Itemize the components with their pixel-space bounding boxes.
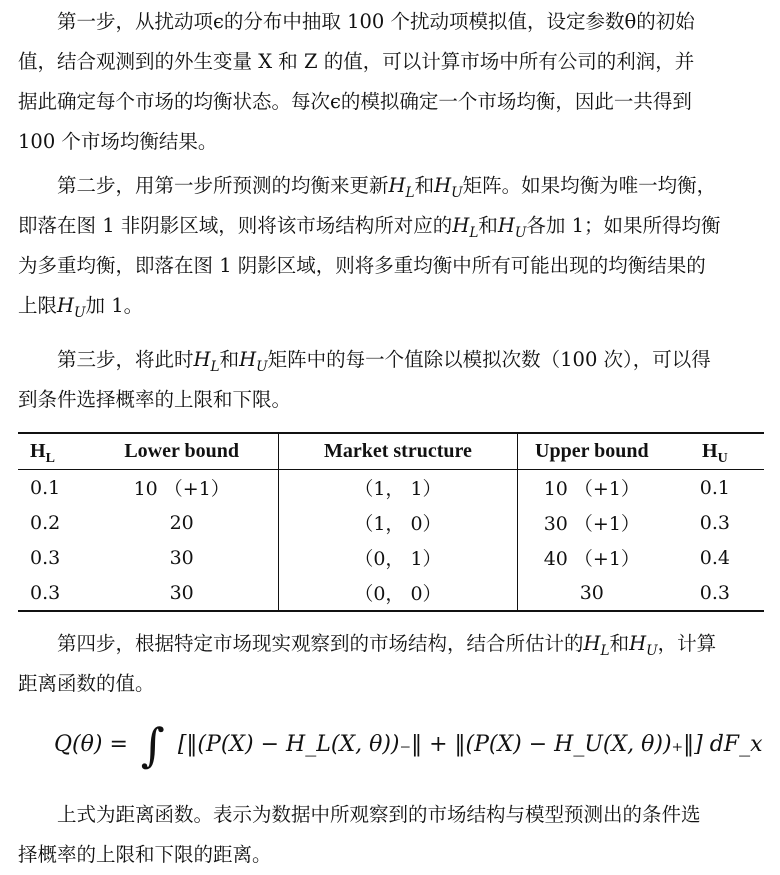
cell-market-structure: （0， 1） bbox=[279, 540, 518, 575]
cell-hl: 0.3 bbox=[30, 581, 61, 604]
cell-upper-bound: 10 （+1） bbox=[543, 478, 640, 500]
formula-lhs: Q(θ) = bbox=[54, 732, 128, 757]
table-row bbox=[18, 540, 764, 575]
cell-lower-bound: 20 bbox=[169, 511, 194, 534]
cell-hl: 0.2 bbox=[30, 511, 61, 534]
text-line: 到条件选择概率的上限和下限。 bbox=[18, 388, 292, 411]
cell-upper-bound: 30 bbox=[579, 581, 604, 604]
cell-upper-bound: 40 （+1） bbox=[543, 548, 640, 570]
header-upper-bound: Upper bound bbox=[535, 440, 649, 462]
cell-hu: 0.3 bbox=[699, 581, 730, 604]
table-row bbox=[18, 575, 764, 611]
header-hu: $H_U$ bbox=[702, 440, 728, 466]
cell-market-structure: （1， 1） bbox=[279, 470, 518, 506]
text-line: 第三步，将此时$H_L$和$H_U$矩阵中的每一个值除以模拟次数（100 次），可以得 bbox=[57, 348, 711, 375]
integral-symbol: ∫ bbox=[140, 718, 165, 772]
text-line: 值，结合观测到的外生变量 X 和 Z 的值，可以计算市场中所有公司的利润，并 bbox=[18, 50, 695, 73]
text-line: 据此确定每个市场的均衡状态。每次ϵ的模拟确定一个市场均衡，因此一共得到 bbox=[18, 90, 692, 113]
cell-market-structure: （0， 0） bbox=[279, 575, 518, 611]
header-lower-bound: Lower bound bbox=[124, 440, 240, 462]
text-line: 为多重均衡，即落在图 1 阴影区域，则将多重均衡中所有可能出现的均衡结果的 bbox=[18, 254, 706, 277]
text-line: 上式为距离函数。表示为数据中所观察到的市场结构与模型预测出的条件选 bbox=[57, 803, 701, 826]
cell-hu: 0.1 bbox=[699, 476, 730, 499]
distance-function-formula bbox=[54, 718, 763, 778]
text-line: 100 个市场均衡结果。 bbox=[18, 130, 218, 153]
cell-hl: 0.1 bbox=[30, 476, 61, 499]
text-line: 第一步，从扰动项ϵ的分布中抽取 100 个扰动项模拟值，设定参数θ的初始 bbox=[57, 10, 695, 33]
cell-upper-bound: 30 （+1） bbox=[543, 513, 640, 535]
table-header-row bbox=[18, 433, 764, 470]
text-line: 即落在图 1 非阴影区域，则将该市场结构所对应的$H_L$和$H_U$各加 1；如果所得均衡 bbox=[18, 214, 721, 241]
header-market-structure: Market structure bbox=[279, 433, 518, 470]
text-line: 距离函数的值。 bbox=[18, 672, 155, 695]
text-line: 上限$H_U$加 1。 bbox=[18, 294, 144, 321]
header-hl: $H_L$ bbox=[30, 440, 55, 466]
text-line: 择概率的上限和下限的距离。 bbox=[18, 843, 272, 866]
paragraph-step-1 bbox=[18, 2, 766, 162]
cell-hu: 0.4 bbox=[699, 546, 730, 569]
formula-body: [‖(P(X) − H_L(X, θ))₋‖ + ‖(P(X) − H_U(X, θ))₊‖] dF_x bbox=[177, 732, 763, 757]
paragraph-step-2 bbox=[18, 166, 766, 326]
cell-lower-bound: 30 bbox=[169, 546, 194, 569]
paragraph-step-3 bbox=[18, 340, 766, 420]
cell-lower-bound: 10 （+1） bbox=[133, 478, 230, 500]
paragraph-step-4 bbox=[18, 624, 766, 704]
table-row bbox=[18, 470, 764, 506]
cell-market-structure: （1， 0） bbox=[279, 505, 518, 540]
bounds-table bbox=[18, 432, 764, 612]
text-line: 第二步，用第一步所预测的均衡来更新$H_L$和$H_U$矩阵。如果均衡为唯一均衡， bbox=[57, 174, 717, 201]
paragraph-conclusion bbox=[18, 795, 766, 875]
cell-lower-bound: 30 bbox=[169, 581, 194, 604]
text-line: 第四步，根据特定市场现实观察到的市场结构，结合所估计的$H_L$和$H_U$，计算 bbox=[57, 632, 717, 659]
cell-hu: 0.3 bbox=[699, 511, 730, 534]
cell-hl: 0.3 bbox=[30, 546, 61, 569]
table-row bbox=[18, 505, 764, 540]
